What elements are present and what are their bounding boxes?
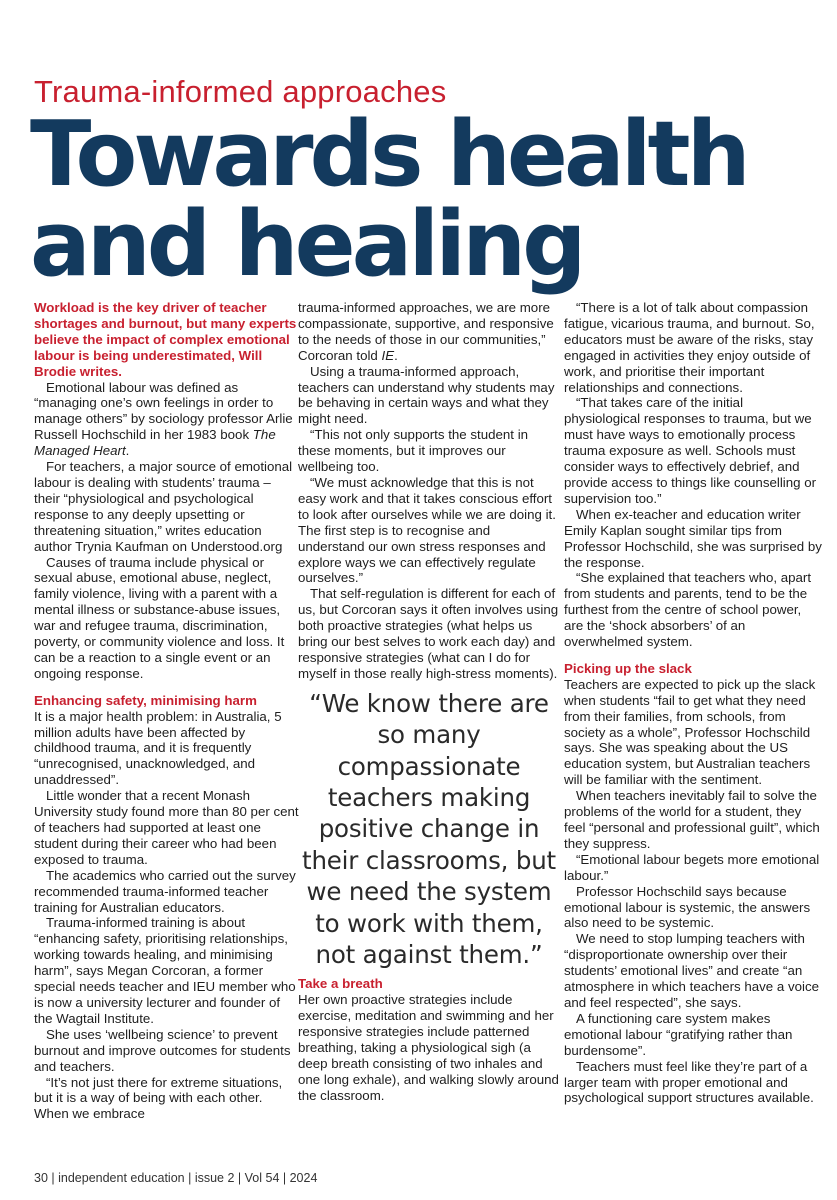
paragraph	[298, 300, 560, 364]
paragraph: “There is a lot of talk about compassion fatigue, vicarious trauma, and burnout. So, educators must be aware of the risks, stay engaged in activities they enjoy outside of work, and prioritise their important relationships and connections.	[564, 300, 815, 395]
paragraph: Teachers must feel like they’re part of a larger team with proper emotional and psychological support structures available.	[564, 1058, 814, 1106]
column-3	[564, 300, 822, 1106]
paragraph: “She explained that teachers who, apart from students and parents, tend to be the furthest from the centre of school power, are the ‘shock absorbers’ of an overwhelmed system.	[564, 570, 812, 650]
paragraph: “That takes care of the initial physiological responses to trauma, but we must have ways to emotionally process trauma exposure as well. Schools must consider ways to effectively debrief, and provide access to things like counselling or supervision too.”	[564, 395, 817, 506]
paragraph: It is a major health problem: in Australia, 5 million adults have been affected by childhood trauma, and it is frequently “unrecognised, unacknowledged, and unaddressed”.	[34, 708, 282, 788]
paragraph: Little wonder that a recent Monash University study found more than 80 per cent of teachers had supported at least one student during their career who had been exposed to trauma.	[34, 788, 299, 867]
publication-name: independent education	[58, 1171, 185, 1185]
paragraph: The academics who carried out the survey recommended trauma-informed teacher training for Australian educators.	[34, 867, 296, 915]
paragraph: Causes of trauma include physical or sexual abuse, emotional abuse, neglect, family violence, living with a parent with a mental illness or substance-abuse issues, war and refugee trauma, discrimination, poverty, or community violence and loss. It can be a reaction to a single event or an ongoing response.	[34, 554, 285, 681]
section-kicker: Trauma-informed approaches	[34, 74, 447, 109]
footer-separator: |	[47, 1171, 59, 1185]
column-1	[34, 300, 300, 1122]
footer-separator: |	[279, 1171, 290, 1185]
footer-separator: |	[184, 1171, 195, 1185]
text-run: .	[125, 443, 130, 459]
page-footer	[34, 1171, 317, 1185]
paragraph: She uses ‘wellbeing science’ to prevent burnout and improve outcomes for students and teachers.	[34, 1026, 291, 1074]
paragraph: When ex-teacher and education writer Emily Kaplan sought similar tips from Professor Hochschild, she was surprised by the response.	[564, 506, 822, 570]
paragraph: Using a trauma-informed approach, teachers can understand why students may be behaving in certain ways and what they might need.	[298, 363, 555, 427]
paragraph: We need to stop lumping teachers with “disproportionate ownership over their students’ emotional lives” and create “an atmosphere in which teachers have a voice and feel respected”, she says.	[564, 931, 819, 1010]
book-title: The Managed Heart	[34, 427, 276, 459]
paragraph: Her own proactive strategies include exercise, meditation and swimming and her responsive strategies include patterned breathing, taking a physiological sigh (a deep breath consisting of two inhales and one long exhale), and walking slowly around the classroom.	[298, 992, 559, 1103]
pull-quote: “We know there are so many compassionate teachers making positive change in their classrooms, but we need the system to work with them, not against them.”	[302, 688, 556, 969]
paragraph: For teachers, a major source of emotional labour is dealing with students’ trauma – their “physiological and psychological response to any deeply upsetting or threatening situation,” writes education author Trynia Kaufman on Understood.org	[34, 459, 293, 554]
paragraph: That self-regulation is different for each of us, but Corcoran says it often involves using both proactive strategies (what helps us bring our best selves to work each day) and responsive strategies (what can I do for myself in those really high-stress moments).	[298, 586, 559, 681]
paragraph: Trauma-informed training is about “enhancing safety, prioritising relationships, working towards healing, and minimising harm”, says Megan Corcoran, a former special needs teacher and IEU member who is now a university lecturer and founder of the Wagtail Institute.	[34, 915, 296, 1026]
publication-year: 2024	[289, 1171, 318, 1185]
paragraph: “This not only supports the student in these moments, but it improves our wellbeing too.	[298, 427, 529, 475]
column-2	[298, 300, 560, 1104]
paragraph: When teachers inevitably fail to solve the problems of the world for a student, they feel “personal and professional guilt”, which they suppress.	[564, 788, 820, 851]
paragraph: “We must acknowledge that this is not easy work and that it takes conscious effort to look after ourselves while we are doing it. The first step is to recognise and understand our own stress responses and explore ways we can effectively regulate ourselves.”	[298, 474, 556, 586]
paragraph: A functioning care system makes emotional labour “gratifying rather than burdensome”.	[564, 1010, 793, 1058]
text-run: Emotional labour was defined as “managing one’s own feelings in order to manage others” by sociology professor Arlie Russell Hochschild in her 1983 book	[34, 379, 293, 443]
subheading-picking-up-the-slack: Picking up the slack	[564, 660, 692, 676]
page-number: 30	[34, 1171, 48, 1185]
text-run: trauma-informed approaches, we are more compassionate, supportive, and responsive to the needs of those in our communities,” Corcoran told	[298, 300, 554, 363]
paragraph: “Emotional labour begets more emotional labour.”	[564, 851, 820, 883]
standfirst: Workload is the key driver of teacher shortages and burnout, but many experts believe the impact of complex emotional labour is being underestimated, Will Brodie writes.	[34, 300, 297, 379]
headline-line-2: and healing	[30, 192, 583, 297]
paragraph: Professor Hochschild says because emotional labour is systemic, the answers also need to be systemic.	[564, 883, 811, 931]
headline-line-1: Towards health	[30, 102, 747, 207]
paragraph	[34, 380, 300, 460]
magazine-title: IE	[381, 347, 395, 363]
volume-number: Vol 54	[244, 1171, 280, 1185]
text-run: .	[394, 347, 398, 363]
paragraph: “It’s not just there for extreme situations, but it is a way of being with each other. When we embrace	[34, 1074, 283, 1122]
footer-separator: |	[234, 1171, 245, 1185]
subheading-enhancing-safety: Enhancing safety, minimising harm	[34, 692, 257, 708]
article-headline	[30, 102, 747, 297]
subheading-take-a-breath: Take a breath	[298, 976, 383, 992]
issue-number: issue 2	[194, 1171, 235, 1185]
paragraph: Teachers are expected to pick up the slack when students “fail to get what they need from their families, from schools, from society as a whole”, Professor Hochschild says. She was speaking about the US education system, but Australian teachers will be familiar with the sentiment.	[564, 676, 816, 788]
